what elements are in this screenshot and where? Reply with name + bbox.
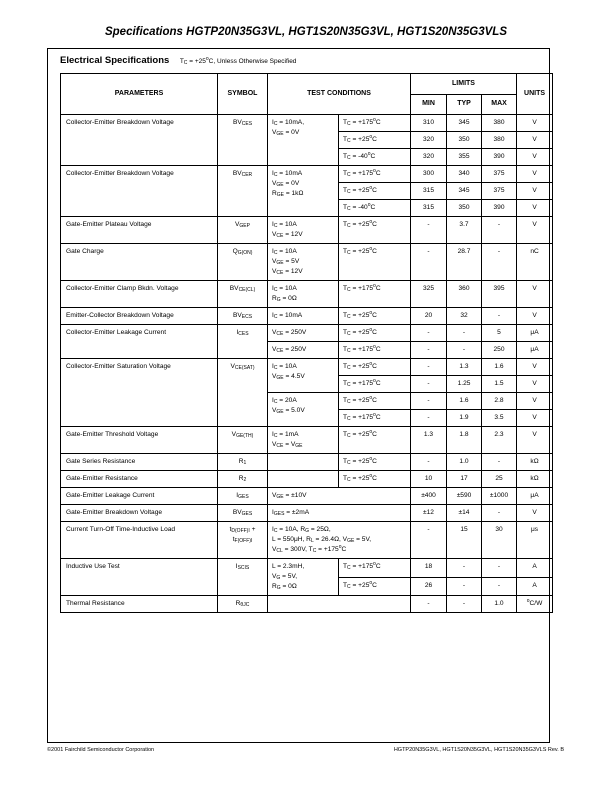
cell-typ: 28.7 — [447, 244, 482, 281]
cell-symbol: $R_{\theta JC}$ — [218, 596, 268, 613]
cell-temperature-condition: $T_C = +175^oC$ — [339, 166, 411, 183]
cell-min: 315 — [411, 183, 447, 200]
cell-min: - — [411, 342, 447, 359]
table-row — [61, 522, 553, 559]
cell-parameter: Thermal Resistance — [61, 596, 218, 613]
cell-typ: 355 — [447, 149, 482, 166]
cell-units: V — [517, 505, 553, 522]
cell-symbol: $t_{D(OFF)I}$ + $t_{F(OFF)I}$ — [218, 522, 268, 559]
cell-min: 1.3 — [411, 427, 447, 454]
cell-typ: 1.9 — [447, 410, 482, 427]
table-row — [61, 281, 553, 308]
cell-parameter: Emitter-Collector Breakdown Voltage — [61, 308, 218, 325]
cell-max: - — [482, 559, 517, 578]
cell-parameter: Gate Series Resistance — [61, 454, 218, 471]
cell-units: V — [517, 359, 553, 376]
cell-typ: 1.0 — [447, 454, 482, 471]
cell-units: V — [517, 427, 553, 454]
col-header-parameters: PARAMETERS — [61, 74, 218, 115]
table-row — [61, 427, 553, 454]
cell-units: V — [517, 115, 553, 132]
cell-units: V — [517, 166, 553, 183]
cell-typ: - — [447, 596, 482, 613]
cell-units: $^o$C/W — [517, 596, 553, 613]
cell-min: 300 — [411, 166, 447, 183]
cell-temperature-condition: $T_C = +25^oC$ — [339, 454, 411, 471]
cell-parameter: Collector-Emitter Leakage Current — [61, 325, 218, 359]
cell-max: - — [482, 577, 517, 596]
cell-test-condition: $I_C = 1mA$ $V_{CE} = V_{GE}$ — [268, 427, 339, 454]
cell-min: ±400 — [411, 488, 447, 505]
cell-typ: 3.7 — [447, 217, 482, 244]
cell-min: - — [411, 393, 447, 410]
col-header-test-conditions: TEST CONDITIONS — [268, 74, 411, 115]
cell-symbol: $I_{GES}$ — [218, 488, 268, 505]
table-row — [61, 596, 553, 613]
cell-min: 26 — [411, 577, 447, 596]
cell-parameter: Gate-Emitter Threshold Voltage — [61, 427, 218, 454]
table-row — [61, 505, 553, 522]
cell-units: μA — [517, 342, 553, 359]
table-row — [61, 488, 553, 505]
cell-test-condition: $I_C = 10A$ $V_{GE} = 4.5V$ — [268, 359, 339, 393]
cell-typ: 350 — [447, 132, 482, 149]
cell-parameter: Gate-Emitter Plateau Voltage — [61, 217, 218, 244]
section-title: Electrical Specifications — [60, 55, 170, 66]
cell-typ: ±14 — [447, 505, 482, 522]
table-row — [61, 325, 553, 342]
cell-typ: 1.6 — [447, 393, 482, 410]
footer-doc-id: HGTP20N35G3VL, HGT1S20N35G3VL, HGT1S20N35G3VLS Rev. B — [393, 747, 564, 753]
cell-parameter: Collector-Emitter Saturation Voltage — [61, 359, 218, 427]
cell-typ: 340 — [447, 166, 482, 183]
cell-test-condition: $I_{GES} = \pm 2mA$ — [268, 505, 411, 522]
cell-max: 1.0 — [482, 596, 517, 613]
cell-units: V — [517, 376, 553, 393]
cell-test-condition: $I_C = 10A$, $R_G = 25\Omega$, L = 550μH, $R_L = 26.4\Omega$, $V_{GE} = 5V$, $V_{CL} = 300V$, $T_C = +175^oC$ — [268, 522, 411, 559]
cell-min: 18 — [411, 559, 447, 578]
cell-symbol: $Q_{G(ON)}$ — [218, 244, 268, 281]
cell-max: 375 — [482, 166, 517, 183]
cell-units: V — [517, 393, 553, 410]
cell-max: 390 — [482, 149, 517, 166]
cell-temperature-condition: $T_C = +175^oC$ — [339, 281, 411, 308]
cell-max: 390 — [482, 200, 517, 217]
page-title: Specifications HGTP20N35G3VL, HGT1S20N35G3VL, HGT1S20N35G3VLS — [104, 26, 507, 38]
cell-test-condition: $V_{CE} = 250V$ — [268, 342, 339, 359]
cell-units: V — [517, 149, 553, 166]
table-row — [61, 471, 553, 488]
cell-max: - — [482, 217, 517, 244]
cell-units: V — [517, 132, 553, 149]
cell-units: μs — [517, 522, 553, 559]
cell-max: - — [482, 454, 517, 471]
cell-max: ±1000 — [482, 488, 517, 505]
cell-max: 3.5 — [482, 410, 517, 427]
cell-min: 320 — [411, 149, 447, 166]
table-row — [61, 559, 553, 578]
table-row — [61, 308, 553, 325]
cell-symbol: $BV_{ECS}$ — [218, 308, 268, 325]
col-header-symbol: SYMBOL — [218, 74, 268, 115]
cell-min: - — [411, 410, 447, 427]
cell-temperature-condition: $T_C = +25^oC$ — [339, 393, 411, 410]
cell-test-condition: $I_C = 10A$ $V_{CE} = 12V$ — [268, 217, 339, 244]
table-row — [61, 115, 553, 132]
cell-temperature-condition: $T_C = +175^oC$ — [339, 410, 411, 427]
cell-test-condition: $V_{GE} = \pm 10V$ — [268, 488, 411, 505]
cell-parameter: Collector-Emitter Breakdown Voltage — [61, 166, 218, 217]
footer-copyright: ©2001 Fairchild Semiconductor Corporation — [47, 747, 155, 753]
col-header-units: UNITS — [517, 74, 553, 115]
cell-max: 1.5 — [482, 376, 517, 393]
cell-typ: - — [447, 559, 482, 578]
cell-max: 1.6 — [482, 359, 517, 376]
table-row — [61, 359, 553, 376]
cell-units: A — [517, 559, 553, 578]
cell-test-condition — [268, 454, 339, 471]
cell-typ: 1.3 — [447, 359, 482, 376]
cell-temperature-condition: $T_C = +25^oC$ — [339, 183, 411, 200]
cell-max: 380 — [482, 115, 517, 132]
cell-symbol: $V_{GE(TH)}$ — [218, 427, 268, 454]
cell-temperature-condition: $T_C = -40^oC$ — [339, 149, 411, 166]
cell-test-condition — [268, 471, 339, 488]
cell-temperature-condition: $T_C = +25^oC$ — [339, 308, 411, 325]
cell-symbol: $R_1$ — [218, 454, 268, 471]
cell-max: - — [482, 505, 517, 522]
cell-parameter: Gate-Emitter Breakdown Voltage — [61, 505, 218, 522]
cell-symbol: $V_{GEP}$ — [218, 217, 268, 244]
cell-typ: 32 — [447, 308, 482, 325]
cell-units: V — [517, 200, 553, 217]
table-row — [61, 454, 553, 471]
cell-typ: 15 — [447, 522, 482, 559]
cell-temperature-condition: $T_C = +175^oC$ — [339, 559, 411, 578]
cell-temperature-condition: $T_C = +25^oC$ — [339, 132, 411, 149]
cell-temperature-condition: $T_C = +25^oC$ — [339, 577, 411, 596]
cell-typ: 360 — [447, 281, 482, 308]
cell-min: 320 — [411, 132, 447, 149]
cell-symbol: $BV_{GES}$ — [218, 505, 268, 522]
cell-units: kΩ — [517, 471, 553, 488]
cell-min: 10 — [411, 471, 447, 488]
cell-max: 2.8 — [482, 393, 517, 410]
cell-min: - — [411, 522, 447, 559]
cell-typ: 345 — [447, 115, 482, 132]
cell-symbol: $V_{CE(SAT)}$ — [218, 359, 268, 427]
cell-min: - — [411, 325, 447, 342]
cell-units: nC — [517, 244, 553, 281]
cell-symbol: $I_{SCIS}$ — [218, 559, 268, 596]
cell-units: A — [517, 577, 553, 596]
cell-min: 315 — [411, 200, 447, 217]
cell-temperature-condition: $T_C = +175^oC$ — [339, 342, 411, 359]
cell-test-condition: $I_C = 10mA$, $V_{GE} = 0V$ — [268, 115, 339, 166]
cell-min: - — [411, 376, 447, 393]
cell-test-condition — [268, 596, 411, 613]
cell-min: - — [411, 359, 447, 376]
cell-parameter: Gate-Emitter Resistance — [61, 471, 218, 488]
cell-typ: - — [447, 577, 482, 596]
cell-units: μA — [517, 488, 553, 505]
cell-typ: - — [447, 342, 482, 359]
cell-temperature-condition: $T_C = +25^oC$ — [339, 427, 411, 454]
cell-symbol: $BV_{CE(CL)}$ — [218, 281, 268, 308]
cell-max: 30 — [482, 522, 517, 559]
cell-typ: 17 — [447, 471, 482, 488]
col-header-max: MAX — [482, 94, 517, 115]
electrical-spec-table — [60, 73, 553, 613]
cell-max: 250 — [482, 342, 517, 359]
cell-units: V — [517, 281, 553, 308]
cell-test-condition: $I_C = 10mA$ — [268, 308, 339, 325]
cell-symbol: $BV_{CER}$ — [218, 166, 268, 217]
cell-min: 325 — [411, 281, 447, 308]
cell-test-condition: $V_{CE} = 250V$ — [268, 325, 339, 342]
cell-temperature-condition: $T_C = -40^oC$ — [339, 200, 411, 217]
cell-temperature-condition: $T_C = +25^oC$ — [339, 325, 411, 342]
cell-test-condition: L = 2.3mH, $V_G = 5V$, $R_G = 0\Omega$ — [268, 559, 339, 596]
cell-max: 375 — [482, 183, 517, 200]
cell-temperature-condition: $T_C = +25^oC$ — [339, 359, 411, 376]
cell-typ: 1.25 — [447, 376, 482, 393]
cell-min: ±12 — [411, 505, 447, 522]
cell-temperature-condition: $T_C = +175^oC$ — [339, 376, 411, 393]
cell-typ: 1.8 — [447, 427, 482, 454]
cell-min: - — [411, 217, 447, 244]
cell-parameter: Collector-Emitter Breakdown Voltage — [61, 115, 218, 166]
cell-symbol: $I_{CES}$ — [218, 325, 268, 359]
cell-max: 395 — [482, 281, 517, 308]
cell-test-condition: $I_C = 10mA$ $V_{GE} = 0V$ $R_{GE} = 1k\Omega$ — [268, 166, 339, 217]
cell-symbol: $R_2$ — [218, 471, 268, 488]
cell-max: 2.3 — [482, 427, 517, 454]
cell-typ: - — [447, 325, 482, 342]
section-condition: $T_C = +25^oC$, Unless Otherwise Specified — [179, 56, 297, 66]
cell-parameter: Current Turn-Off Time-Inductive Load — [61, 522, 218, 559]
cell-symbol: $BV_{CES}$ — [218, 115, 268, 166]
cell-max: 25 — [482, 471, 517, 488]
table-row — [61, 166, 553, 183]
cell-units: V — [517, 410, 553, 427]
cell-parameter: Inductive Use Test — [61, 559, 218, 596]
cell-typ: 350 — [447, 200, 482, 217]
cell-temperature-condition: $T_C = +175^oC$ — [339, 115, 411, 132]
cell-max: 5 — [482, 325, 517, 342]
cell-units: V — [517, 217, 553, 244]
cell-min: 310 — [411, 115, 447, 132]
cell-temperature-condition: $T_C = +25^oC$ — [339, 244, 411, 281]
table-row — [61, 244, 553, 281]
spec-table-body — [61, 115, 553, 613]
cell-parameter: Collector-Emitter Clamp Bkdn. Voltage — [61, 281, 218, 308]
cell-test-condition: $I_C = 20A$ $V_{GE} = 5.0V$ — [268, 393, 339, 427]
cell-temperature-condition: $T_C = +25^oC$ — [339, 471, 411, 488]
col-header-limits: LIMITS — [411, 74, 517, 95]
cell-max: - — [482, 244, 517, 281]
cell-units: V — [517, 183, 553, 200]
cell-typ: ±590 — [447, 488, 482, 505]
cell-min: - — [411, 596, 447, 613]
cell-temperature-condition: $T_C = +25^oC$ — [339, 217, 411, 244]
cell-min: - — [411, 454, 447, 471]
col-header-min: MIN — [411, 94, 447, 115]
cell-max: - — [482, 308, 517, 325]
cell-test-condition: $I_C = 10A$ $V_{GE} = 5V$ $V_{CE} = 12V$ — [268, 244, 339, 281]
cell-typ: 345 — [447, 183, 482, 200]
cell-units: V — [517, 308, 553, 325]
cell-parameter: Gate-Emitter Leakage Current — [61, 488, 218, 505]
cell-test-condition: $I_C = 10A$ $R_G = 0\Omega$ — [268, 281, 339, 308]
cell-parameter: Gate Charge — [61, 244, 218, 281]
cell-units: kΩ — [517, 454, 553, 471]
cell-min: 20 — [411, 308, 447, 325]
table-row — [61, 217, 553, 244]
col-header-typ: TYP — [447, 94, 482, 115]
cell-min: - — [411, 244, 447, 281]
cell-units: μA — [517, 325, 553, 342]
cell-max: 380 — [482, 132, 517, 149]
section-header — [60, 55, 296, 66]
